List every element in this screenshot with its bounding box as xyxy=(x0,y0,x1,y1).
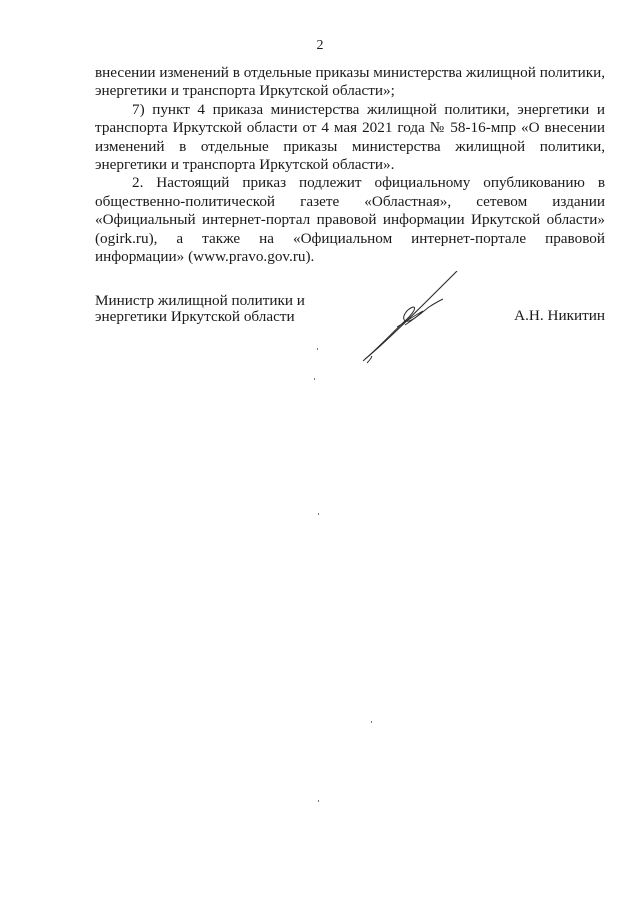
paragraph-item-2: 2. Настоящий приказ подлежит официальному опубликованию в общественно-политической газете «Областная», сетевом издании «Официальный интернет-портал правовой информации Иркутской области» (ogirk.ru), а также на «Официальном интернет-портале правовой информации» (www.pravo.gov.ru). xyxy=(95,174,605,266)
paragraph-item-7: 7) пункт 4 приказа министерства жилищной политики, энергетики и транспорта Иркутской области от 4 мая 2021 года № 58-16-мпр «О внесении изменений в отдельные приказы министерства жилищной политики, энергетики и транспорта Иркутской области». xyxy=(95,100,605,174)
scan-speck xyxy=(314,378,315,380)
signer-title-line-2: энергетики Иркутской области xyxy=(95,308,295,325)
signer-title-line-1: Министр жилищной политики и xyxy=(95,292,305,309)
signer-name: А.Н. Никитин xyxy=(514,307,605,324)
scan-speck xyxy=(317,348,318,350)
document-body xyxy=(95,64,605,266)
scan-speck xyxy=(318,513,319,515)
scan-speck xyxy=(371,721,372,723)
page-number: 2 xyxy=(316,38,324,53)
signature-block xyxy=(95,293,605,373)
scan-speck xyxy=(318,800,319,802)
handwritten-signature xyxy=(357,271,467,371)
paragraph-continuation: внесении изменений в отдельные приказы министерства жилищной политики, энергетики и транспорта Иркутской области»; xyxy=(95,64,605,100)
signer-title xyxy=(95,293,305,325)
